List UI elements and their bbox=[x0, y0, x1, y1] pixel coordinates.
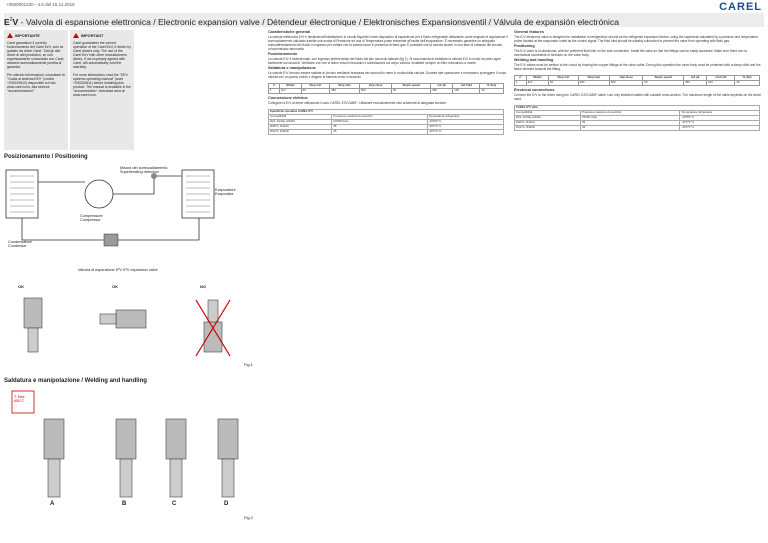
carel-logo: CAREL bbox=[719, 1, 762, 13]
it-electrical-title: Connessione elettrica bbox=[268, 95, 308, 100]
info-text-en: For more information, read the "EEV systems operating manual" (code +030220811) before installing this product. The manual is available in the "documentation" download area at www.carel.com. bbox=[73, 72, 131, 97]
en-bottom-table bbox=[514, 105, 760, 131]
section-positioning: Posizionamento / Positioning bbox=[4, 154, 88, 160]
valve-orientation-figures bbox=[4, 284, 262, 369]
info-text-it: Per ulteriori informazioni, consultare la "Guida al sistema EEV" (codice +030220810) disponibile sul sito www.carel.com, alla sezione "documentazione". bbox=[7, 72, 65, 93]
fig-label-d: D bbox=[224, 501, 229, 507]
table-cell: 500 bbox=[359, 88, 391, 93]
title-suffix: V bbox=[12, 16, 19, 27]
title-text: - Valvola di espansione elettronica / Electronic expansion valve / Détendeur électronique / Elektronisches Expansionsventil / Válvula de expansión electrónica bbox=[18, 16, 620, 27]
table-cell: 450 bbox=[431, 88, 453, 93]
table-row bbox=[515, 125, 760, 130]
table-cell: 26 bbox=[581, 125, 680, 130]
important-box-it bbox=[4, 30, 68, 150]
section-welding: Saldatura e manipolazione / Welding and handling bbox=[4, 378, 147, 384]
table-cell: 35 bbox=[332, 124, 427, 129]
en-positioning-title: Positioning bbox=[514, 44, 535, 49]
warning-icon bbox=[73, 33, 79, 38]
table-cell: E²V bbox=[280, 88, 301, 93]
table-cell: R417A, R422D bbox=[515, 125, 581, 130]
table-cell: R22, R134a, R404A bbox=[515, 115, 581, 120]
important-text-en: Carel guarantees the correct operation of the Carel EeV, if driven by Carel drivers only. The use of the Carel EeV with other manufacturers drives, if not expressly agreed with Carel, will automatically void the warranty. bbox=[73, 41, 131, 70]
label-compressor: Compressore Compressor bbox=[80, 214, 103, 222]
document-code: +0500001220 - 4.5 del 15.11.2016 bbox=[6, 2, 75, 7]
table-cell: R407C, R410A bbox=[515, 120, 581, 125]
valve-figures-svg bbox=[4, 292, 262, 364]
top-bar bbox=[0, 0, 768, 12]
table-header-cell: step close bbox=[359, 83, 391, 88]
table-cell: 1 bbox=[269, 88, 280, 93]
en-spec-table bbox=[514, 75, 760, 86]
title-superscript: 2 bbox=[9, 17, 13, 23]
en-welding-title: Welding and handling bbox=[514, 58, 554, 63]
table-cell: R417A, R422D bbox=[269, 129, 332, 134]
table-cell: Compatibilità bbox=[515, 110, 581, 115]
it-welding-body: Le valvole E²V devono essere saldate al circuito mediante brasatura dei raccordi in rame in uscita dalla valvola. Durante tale operazione è necessario proteggere il corpo valvola con un panno umido e dirigere la fiamma verso il raccordo. bbox=[268, 71, 507, 80]
compressor-symbol bbox=[85, 180, 113, 208]
label-ok-1: OK bbox=[18, 284, 24, 289]
it-bottom-table bbox=[268, 109, 504, 135]
it-electrical-body: Collegare la E²V al driver utilizzando il cavo CAREL E2VCABS*. Utilizzare esclusivamente cavi schermati di adeguata sezione. bbox=[268, 100, 447, 105]
table-cell: 500 bbox=[609, 81, 643, 86]
it-positioning-body: La valvola E²V è bidirezionale, con ingresso preferenziale del fluido dal lato raccordo laterale (fig 1). Si raccomanda di installare la valvola E²V in modo da poter agire facilmente sui raccordi. Verificare che non vi siano vincoli meccanici o sollecitazioni sul corpo valvola. Installare sempre un filtro meccanico a monte. bbox=[268, 56, 501, 65]
table-cell: MOPD (bar) bbox=[581, 115, 680, 120]
table-cell: R407C, R410A bbox=[269, 124, 332, 129]
en-welding-body: The E²V valves must be welded to the circuit by brazing the copper fittings at the valve outlet. During this operation the valve body must be protected with a damp cloth and the flame directed towards the fitting. bbox=[514, 63, 761, 72]
table-header-cell: mA pk bbox=[431, 83, 453, 88]
english-column bbox=[514, 30, 764, 535]
it-general-title: Caratteristiche generali bbox=[268, 30, 311, 34]
table-cell: Pressione massima di esercizio bbox=[581, 110, 680, 115]
table-header-cell: Model bbox=[280, 83, 301, 88]
table-cell: 100 bbox=[707, 81, 735, 86]
table-cell: 26 bbox=[332, 129, 427, 134]
table-cell: 50 bbox=[301, 88, 330, 93]
it-positioning-title: Posizionamento bbox=[268, 52, 298, 57]
en-electrical-title: Electrical connections bbox=[514, 88, 555, 93]
table-cell: 50 bbox=[643, 81, 684, 86]
important-heading-en: IMPORTANT bbox=[81, 33, 104, 38]
table-header-cell: Step min bbox=[549, 76, 579, 81]
fig1-label: Fig.1 bbox=[244, 362, 253, 367]
label-sensor: Misura del surriscaldamento Superheating detection bbox=[120, 166, 168, 174]
max-temperature-label: T. Max 650°C bbox=[14, 395, 25, 403]
table-cell: 50 bbox=[549, 81, 579, 86]
fig-label-b: B bbox=[122, 501, 127, 507]
table-cell: Temperatura refrigerante bbox=[680, 110, 760, 115]
table-cell: Temperatura refrigerante bbox=[427, 114, 503, 119]
it-spec-table bbox=[268, 83, 504, 94]
table-cell: Compatibilità bbox=[269, 114, 332, 119]
table-cell: 480 bbox=[330, 88, 360, 93]
label-valve: Valvola di espansione E²V E²V expansion valve bbox=[78, 268, 158, 272]
table-header-cell: mA pk bbox=[684, 76, 707, 81]
en-general-title: General features bbox=[514, 30, 544, 34]
it-welding-title: Saldatura e manipolazione bbox=[268, 66, 316, 71]
table-cell: 1 bbox=[515, 81, 527, 86]
table-cell: -40T65 °C bbox=[680, 115, 760, 120]
table-cell: -40T70 °C bbox=[427, 129, 503, 134]
table-cell: 450 bbox=[684, 81, 707, 86]
fig2-label: Fig.2 bbox=[244, 515, 253, 520]
label-no: NO bbox=[200, 284, 206, 289]
table-header-cell: n° bbox=[269, 83, 280, 88]
table-header-cell: Step max bbox=[330, 83, 360, 88]
en-general-body: The E²V electronic valve is designed for installation in refrigeration circuits as the refrigerant expansion device, using the superheat calculated by a pressure and temperature probe located at the evaporator outlet as the control signal. The fluid inlet should be suitably subcooled to prevent the valve from operating with flash gas. bbox=[514, 34, 759, 43]
table-row bbox=[269, 129, 504, 134]
table-header-cell: CAREL E²V data bbox=[515, 105, 760, 110]
table-cell: MOPD (bar) bbox=[332, 119, 427, 124]
table-header-cell: mA hold bbox=[453, 83, 480, 88]
it-general-body: La valvola elettronica E²V è destinata all'installazione in circuiti frigoriferi come dispositivo di espansione per il fluido refrigerante utilizzando come segnale di regolazione il surriscaldamento calcolato tramite una sonda di Pressione ed una di Temperatura poste entrambe all'uscita dell'evaporatore. È necessario garantire un adeguato sottoraffreddamento del fluido in ingresso per evitare che la valvola lavori in presenza di flash gas. È possibile che la valvola avvertì in una fase di collaudo del circuito, un'accentuata rumorosità. bbox=[268, 34, 508, 51]
table-header-cell: mA hold bbox=[707, 76, 735, 81]
fig-label-a: A bbox=[50, 501, 55, 507]
table-cell: 30 bbox=[735, 81, 760, 86]
table-row bbox=[269, 88, 504, 93]
table-cell: -40T70 °C bbox=[680, 125, 760, 130]
en-positioning-body: The E²V valve is bi-directional, with the preferred fluid inlet on the side connection. Install the valve so that the fittings can be easily accessed. Make sure there are no mechanical constraints or stresses on the valve body. bbox=[514, 49, 748, 58]
table-cell: R22, R134a, R404A bbox=[269, 119, 332, 124]
table-cell: 100 bbox=[453, 88, 480, 93]
italian-column bbox=[268, 30, 508, 535]
table-header-cell: Model bbox=[526, 76, 548, 81]
en-electrical-body: Connect the E²V to the driver using the CAREL E2VCABS* cable. Use only shielded cables with suitable cross-section. The maximum length of the cable depends on the driver used. bbox=[514, 93, 762, 101]
table-cell: E²V bbox=[526, 81, 548, 86]
table-header-cell: % duty bbox=[480, 83, 504, 88]
warning-icon bbox=[7, 33, 13, 38]
important-heading-it: IMPORTANTE bbox=[15, 33, 40, 38]
expansion-valve-symbol bbox=[104, 234, 118, 246]
table-cell: 35 bbox=[581, 120, 680, 125]
table-cell: -30T70 °C bbox=[427, 124, 503, 129]
table-row bbox=[515, 81, 760, 86]
table-header-cell: n° bbox=[515, 76, 527, 81]
important-text-it: Carel garantisce il corretto funzionamento del Carel EeV, solo se guidato da driver Carel. Tutti gli altri driver di altri produttori, se non espressamente concordato con Carel, daranno automaticamente perdita di garanzia. bbox=[7, 41, 65, 70]
page-title bbox=[4, 13, 764, 27]
table-cell: -30T70 °C bbox=[680, 120, 760, 125]
table-header-cell: step close bbox=[609, 76, 643, 81]
table-header-cell: Step max bbox=[578, 76, 609, 81]
label-evaporator: Evaporatore Evaporator bbox=[215, 188, 236, 196]
table-header-cell: Specifiche operative CAREL E²V bbox=[269, 109, 504, 114]
refrigeration-diagram bbox=[4, 162, 262, 274]
welding-figures bbox=[4, 389, 262, 534]
table-header-cell: Step min bbox=[301, 83, 330, 88]
label-ok-2: OK bbox=[112, 284, 118, 289]
table-cell: 50 bbox=[392, 88, 431, 93]
table-cell: 480 bbox=[578, 81, 609, 86]
title-ev: E bbox=[4, 16, 10, 27]
table-header-cell: Step/s speed bbox=[643, 76, 684, 81]
important-box-en bbox=[70, 30, 134, 150]
table-cell: Pressione massima di esercizio bbox=[332, 114, 427, 119]
table-cell: 30 bbox=[480, 88, 504, 93]
label-condenser: Condensatore Condenser bbox=[8, 240, 32, 248]
table-header-cell: Step/s speed bbox=[392, 83, 431, 88]
table-header-cell: % duty bbox=[735, 76, 760, 81]
fig-label-c: C bbox=[172, 501, 177, 507]
table-cell: -40T65 °C bbox=[427, 119, 503, 124]
